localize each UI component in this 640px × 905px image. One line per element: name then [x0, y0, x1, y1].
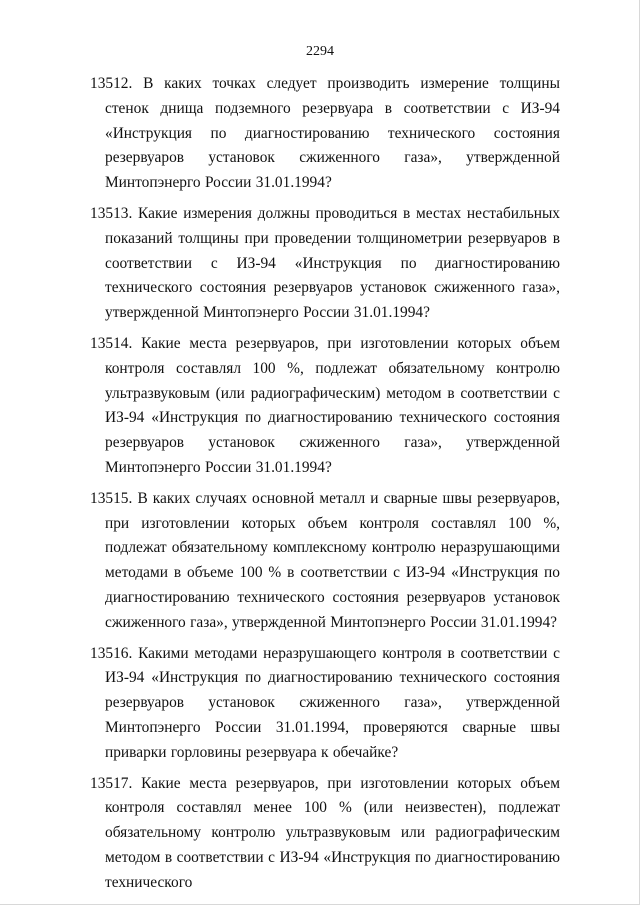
question-text: В каких случаях основной металл и сварные швы резервуаров, при изготовлении которых объем контроля составлял 100 %, подлежат обязательному комплексному контролю неразрушающими методами в объеме 100 % в соответствии с ИЗ-94 «Инструкция по диагностированию технического состояния резервуаров установок сжиженного газа», утвержденной Минтопэнерго России 31.01.1994? — [105, 489, 560, 631]
question-item-13512 — [90, 72, 560, 196]
question-item-13516 — [90, 642, 560, 766]
question-number: 13512. — [90, 75, 133, 92]
question-text: Какими методами неразрушающего контроля в соответствии с ИЗ-94 «Инструкция по диагностированию технического состояния резервуаров установок сжиженного газа», утвержденной Минтопэнерго России 31.01.1994, проверяются сварные швы приварки горловины резервуара к обечайке? — [105, 644, 560, 761]
question-number: 13516. — [90, 644, 133, 662]
question-list — [90, 72, 560, 902]
question-number: 13514. — [90, 334, 133, 352]
page-number: 2294 — [306, 44, 334, 59]
question-item-13515 — [90, 487, 560, 636]
question-number: 13513. — [90, 204, 133, 222]
question-text: Какие места резервуаров, при изготовлении которых объем контроля составлял 100 %, подлежат обязательному контролю ультразвуковым (или радиографическим) методом в соответствии с ИЗ-94 «Инструкция по диагностированию технического состояния резервуаров установок сжиженного газа», утвержденной Минтопэнерго России 31.01.1994? — [105, 334, 560, 476]
question-item-13514 — [90, 332, 560, 481]
question-item-13517 — [90, 772, 560, 896]
question-item-13513 — [90, 202, 560, 326]
question-text: В каких точках следует производить измерение толщины стенок днища подземного резервуара в соответствии с ИЗ-94 «Инструкция по диагностированию технического состояния резервуаров установок сжиженного газа», утвержденной Минтопэнерго России 31.01.1994? — [105, 75, 560, 192]
question-text: Какие места резервуаров, при изготовлении которых объем контроля составлял менее 100 % (или неизвестен), подлежат обязательному контролю ультразвуковым или радиографическим методом в соответствии с ИЗ-94 «Инструкция по диагностированию технического — [105, 774, 560, 891]
question-number: 13517. — [90, 774, 133, 792]
question-text: Какие измерения должны проводиться в местах нестабильных показаний толщины при проведении толщинометрии резервуаров в соответствии с ИЗ-94 «Инструкция по диагностированию технического состояния резервуаров установок сжиженного газа», утвержденной Минтопэнерго России 31.01.1994? — [105, 204, 560, 322]
question-number: 13515. — [90, 489, 133, 507]
